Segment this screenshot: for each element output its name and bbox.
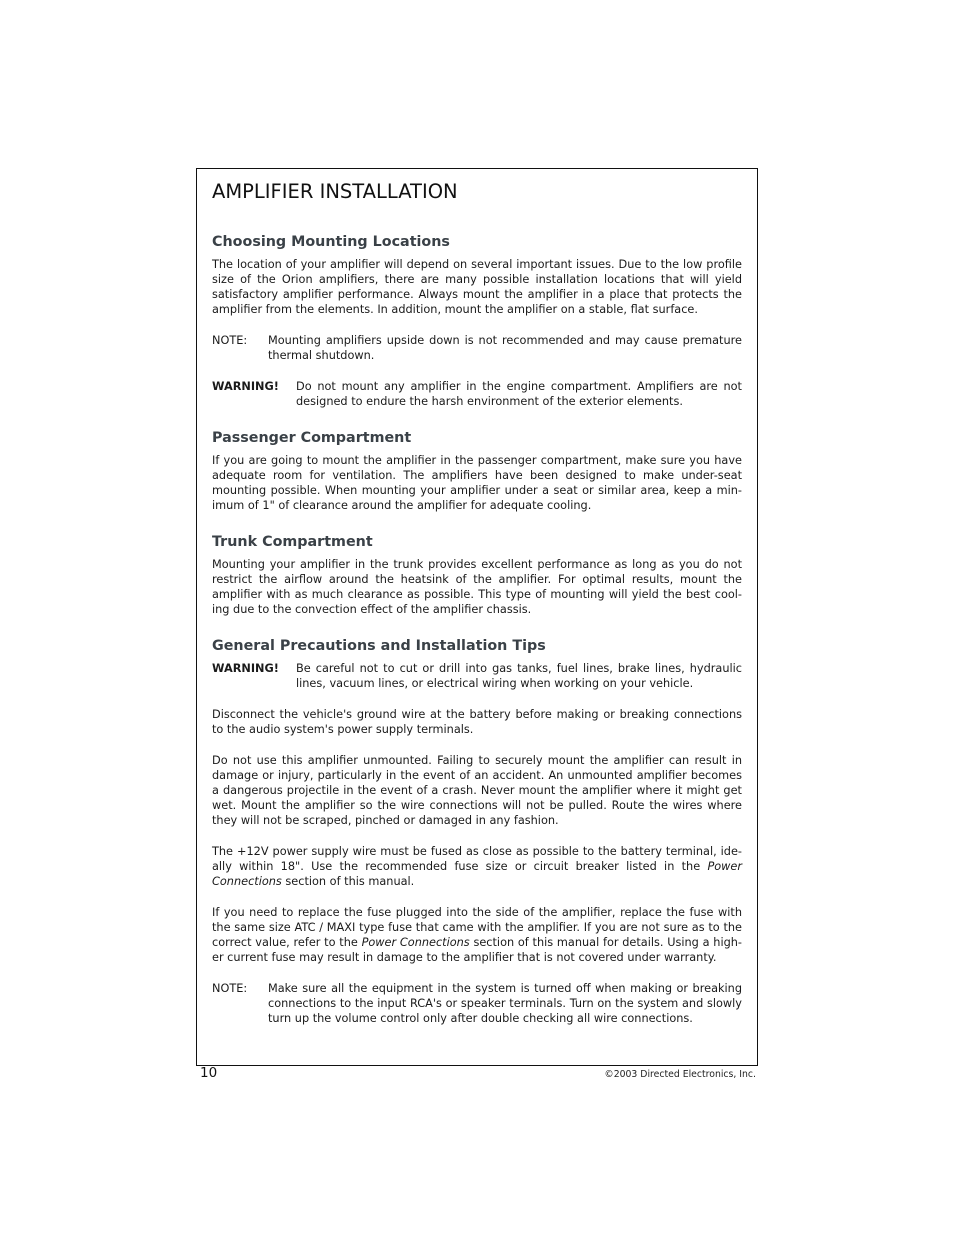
note-label: NOTE: xyxy=(212,334,248,347)
heading-trunk-compartment: Trunk Compartment xyxy=(212,534,373,550)
text-run-italic: Power Connections xyxy=(212,860,742,888)
warning-engine xyxy=(212,379,742,409)
paragraph-power-wire-fuse xyxy=(212,844,742,889)
warning-label: WARNING! xyxy=(212,662,279,675)
paragraph-mounting-locations: The location of your amplifier will depend on several important issues. Due to the low profile size of the Orion amplifiers, there are many possible installation locations that will yield satisfactory amplifier performance. Always mount the amplifier in a place that protects the amplifier from the elements. In addition, mount the amplifier on a stable, flat surface. xyxy=(212,258,742,316)
warning-text: Be careful not to cut or drill into gas tanks, fuel lines, brake lines, hydraulic lines, vacuum lines, or electrical wiring when working on your vehicle. xyxy=(296,662,742,690)
note-text: Mounting amplifiers upside down is not recommended and may cause premature thermal shutdown. xyxy=(268,334,742,362)
warning-text: Do not mount any amplifier in the engine compartment. Amplifiers are not designed to endure the harsh environment of the exterior elements. xyxy=(296,380,742,408)
paragraph-passenger-compartment: If you are going to mount the amplifier in the passenger compartment, make sure you have adequate room for ventilation. The amplifiers have been designed to make under-seat mounting possible. When mounting your amplifier under a seat or similar area, keep a minimum of 1" of clearance around the amplifier for adequate cooling. xyxy=(212,454,742,512)
paragraph-trunk-compartment: Mounting your amplifier in the trunk provides excellent performance as long as you do not restrict the airflow around the heatsink of the amplifier. For optimal results, mount the amplifier with as much clearance as possible. This type of mounting will yield the best cooling due to the convection effect of the amplifier chassis. xyxy=(212,558,742,616)
note-power-off xyxy=(212,981,742,1026)
note-label: NOTE: xyxy=(212,982,248,995)
heading-general-precautions: General Precautions and Installation Tips xyxy=(212,638,546,654)
warning-fuel-lines xyxy=(212,661,742,691)
text-run: If you need to replace the fuse plugged into the side of the amplifier, replace the fuse with the same size ATC / MAXI type fuse that came with the amplifier. If you are not sure as to the correct value, refer to the xyxy=(212,906,742,949)
text-run: The +12V power supply wire must be fused as close as possible to the battery terminal, ideally within 18". Use the recommended fuse size or circuit breaker listed in the xyxy=(212,845,742,873)
note-upside-down xyxy=(212,333,742,363)
heading-mounting-locations: Choosing Mounting Locations xyxy=(212,234,450,250)
paragraph-unmounted: Do not use this amplifier unmounted. Failing to securely mount the amplifier can result in damage or injury, particularly in the event of an accident. An unmounted amplifier becomes a dangerous projectile in the event of a crash. Never mount the amplifier where it might get wet. Mount the amplifier so the wire connections will not be pulled. Route the wires where they will not be scraped, pinched or damaged in any fashion. xyxy=(212,754,742,827)
warning-label: WARNING! xyxy=(212,380,279,393)
page-title: AMPLIFIER INSTALLATION xyxy=(212,180,458,203)
content-body xyxy=(212,179,742,1026)
text-run: section of this manual. xyxy=(281,875,415,888)
paragraph-ground-wire: Disconnect the vehicle's ground wire at the battery before making or breaking connections to the audio system's power supply terminals. xyxy=(212,708,742,736)
text-run-italic: Power Connections xyxy=(361,936,470,949)
text-run: section of this manual for details. Using a higher current fuse may result in damage to the amplifier that is not covered under warranty. xyxy=(212,936,742,964)
paragraph-replace-fuse xyxy=(212,905,742,965)
note-text: Make sure all the equipment in the system is turned off when making or breaking connections to the input RCA's or speaker terminals. Turn on the system and slowly turn up the volume control only after double checking all wire connections. xyxy=(268,982,742,1025)
content-frame xyxy=(196,168,758,1066)
heading-passenger-compartment: Passenger Compartment xyxy=(212,430,412,446)
page-number: 10 xyxy=(200,1065,218,1081)
copyright: ©2003 Directed Electronics, Inc. xyxy=(604,1069,756,1080)
